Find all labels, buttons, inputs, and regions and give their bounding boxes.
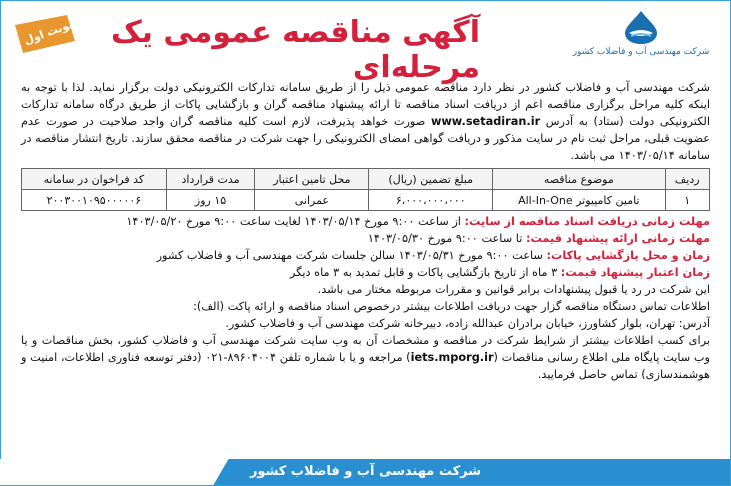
closing-paragraph	[21, 332, 710, 383]
opening-line	[21, 247, 710, 264]
footer-bar	[1, 459, 730, 485]
water-drop-logo-icon	[611, 9, 671, 45]
col-header-guarantee: مبلغ تضمین (ریال)	[369, 169, 493, 190]
document-deadline-value: از ساعت ۹:۰۰ مورخ ۱۴۰۳/۰۵/۱۴ لغایت ساعت ۹:۰۰ مورخ ۱۴۰۳/۰۵/۲۰	[126, 215, 465, 228]
validity-line	[21, 264, 710, 281]
rights-line: این شرکت در رد یا قبول پیشنهادات برابر قوانین و مقررات مربوطه مختار می باشد.	[317, 283, 710, 296]
cell-duration: ۱۵ روز	[166, 190, 255, 211]
cell-code: ۲۰۰۳۰۰۱۰۹۵۰۰۰۰۰۶	[22, 190, 167, 211]
closing-text-1: برای کسب اطلاعات بیشتر از شرایط شرکت در مناقصه و مشخصات آن به وب سایت شرکت مهندسی آب و فاضلاب کشور، بخش مناقصات و یا وب سایت پایگاه ملی اطلاع رسانی مناقصات (	[21, 334, 710, 364]
intro-text-2: صورت خواهد پذیرفت، لازم است کلیه مناقصه گران واجد صلاحیت در صورت عدم عضویت قبلی، مراحل ثبت نام در سایت مذکور و دریافت گواهی امضای الکترونیکی را جهت شرکت در مناقصه محقق سازند. تاریخ انتشار مناقصه در سامانه ۱۴۰۳/۰۵/۱۴ می باشد.	[21, 115, 710, 162]
document-deadline-line	[21, 213, 710, 230]
intro-paragraph	[21, 79, 710, 164]
table-row	[22, 190, 710, 211]
bid-deadline-label: مهلت زمانی ارائه پیشنهاد قیمت:	[525, 232, 710, 245]
document-deadline-label: مهلت زمانی دریافت اسناد مناقصه از سایت:	[464, 215, 710, 228]
notice-body	[21, 79, 710, 383]
cell-subject: تامین کامپیوتر All-In-One	[493, 190, 665, 211]
iets-website-link[interactable]: iets.mporg.ir	[410, 351, 494, 364]
badge-label: نوبت اول	[22, 17, 75, 48]
logo-caption: شرکت مهندسی آب و فاضلاب کشور	[572, 47, 710, 57]
company-logo	[566, 9, 716, 57]
validity-value: ۳ ماه از تاریخ بازگشایی پاکات و قابل تمدید به ۳ ماه دیگر	[289, 266, 561, 279]
setad-website-link[interactable]: www.setadiran.ir	[430, 115, 541, 128]
bid-deadline-value: تا ساعت ۹:۰۰ مورخ ۱۴۰۳/۰۵/۳۰	[367, 232, 526, 245]
col-header-subject: موضوع مناقصه	[493, 169, 665, 190]
validity-label: زمان اعتبار پیشنهاد قیمت:	[560, 266, 710, 279]
col-header-code: کد فراخوان در سامانه	[22, 169, 167, 190]
opening-value: ساعت ۹:۰۰ مورخ ۱۴۰۳/۰۵/۳۱ سالن جلسات شرکت مهندسی آب و فاضلاب کشور	[156, 249, 547, 262]
footer-decoration	[0, 459, 229, 485]
cell-funding: عمرانی	[255, 190, 369, 211]
col-header-row-number: ردیف	[665, 169, 710, 190]
tender-table	[21, 168, 710, 211]
footer-company-name: شرکت مهندسی آب و فاضلاب کشور	[249, 464, 482, 479]
closing-text-2: ) مراجعه و یا با شماره تلفن ۸۹۶۰۴۰۰۴-۰۲۱ (دفتر توسعه فناوری اطلاعات، امنیت و هوشمندسازی) تماس حاصل فرمایید.	[21, 351, 710, 381]
cell-guarantee: ۶،۰۰۰،۰۰۰،۰۰۰	[369, 190, 493, 211]
bid-deadline-line	[21, 230, 710, 247]
page-title: آگهی مناقصه عمومی یک مرحله‌ای	[110, 15, 480, 85]
col-header-funding: محل تامین اعتبار	[255, 169, 369, 190]
tender-details	[21, 213, 710, 332]
col-header-duration: مدت قرارداد	[166, 169, 255, 190]
table-header-row	[22, 169, 710, 190]
contact-info-line: اطلاعات تماس دستگاه مناقصه گزار جهت دریافت اطلاعات بیشتر درخصوص اسناد مناقصه و ارائه پاکت (الف):	[193, 300, 710, 313]
cell-row-number: ۱	[665, 190, 710, 211]
header	[1, 5, 730, 85]
address-line: آدرس: تهران، بلوار کشاورز، خیابان برادران عبدالله زاده، دبیرخانه شرکت مهندسی آب و فاضلاب کشور.	[225, 317, 710, 330]
opening-label: زمان و محل بازگشایی پاکات:	[546, 249, 710, 262]
intro-text-1: شرکت مهندسی آب و فاضلاب کشور در نظر دارد مناقصه عمومی ذیل را از طریق سامانه تدارکات الکترونیکی دولت برگزار نماید. لذا با توجه به اینکه کلیه مراحل برگزاری مناقصه اعم از دریافت اسناد مناقصه تا ارائه پیشنهاد مناقصه گران و بازگشایی پاکات از طریق درگاه سامانه تدارکات الکترونیکی دولت (ستاد) به آدرس	[21, 81, 711, 128]
first-round-badge	[9, 13, 79, 53]
